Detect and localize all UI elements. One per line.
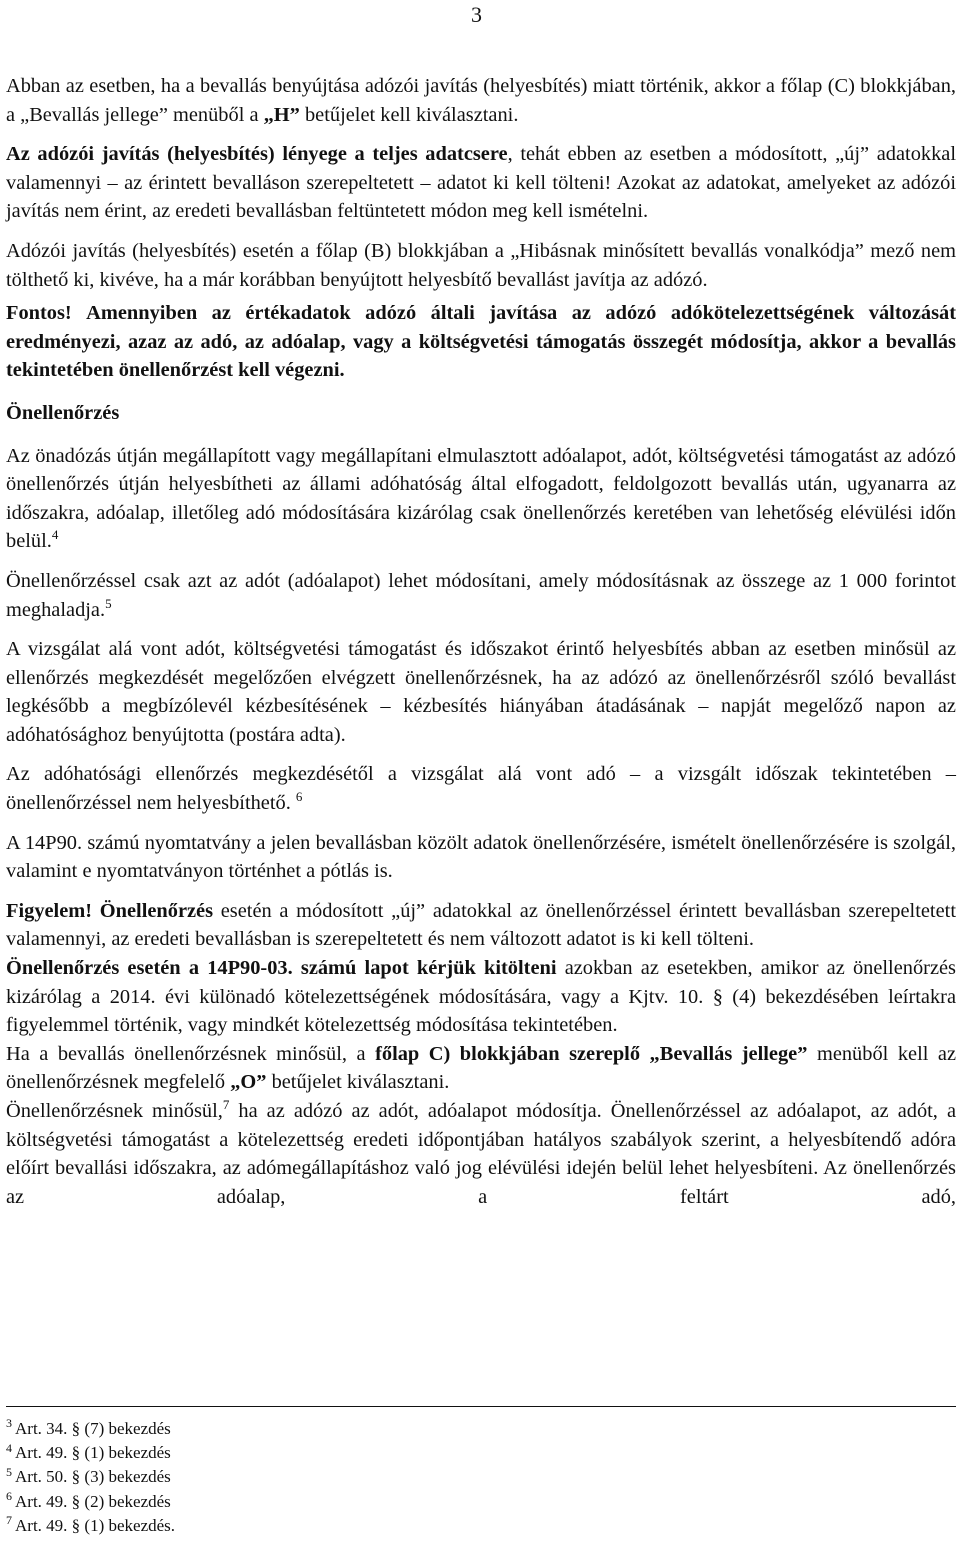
footnote-item: $^6$ Art. 49. § (2) bekezdés — [6, 1489, 171, 1511]
section-heading-self-revision: Önellenőrzés — [6, 401, 120, 424]
footnote-item: $^3$ Art. 34. § (7) bekezdés — [6, 1416, 171, 1438]
paragraph-audit-correction: A vizsgálat alá vont adót, költségvetési támogatást és időszakot érintő helyesbítés abban az esetben minősül az ellenőrzés megkezdését megelőzően elvégzett önellenőrzésnek, ha az adózó az önellenőrzésről szóló bevallást legkésőbb a megbízólevél kézbesítésének – kézbesítés hiányában átadásának – napját megelőző napon az adóhatósághoz benyújtotta (postára adta). — [6, 638, 956, 746]
paragraph-correction-type: Abban az esetben, ha a bevallás benyújtása adózói javítás (helyesbítés) miatt történik, akkor a főlap (C) blokkjában, a „Bevallás jellege” menüből a „H” betűjelet kell kiválasztani. — [6, 75, 956, 126]
page-number: 3 — [471, 2, 482, 27]
footnote-ref-5[interactable]: 5 — [105, 595, 112, 611]
paragraph-barcode-field: Adózói javítás (helyesbítés) esetén a főlap (B) blokkjában a „Hibásnak minősített bevallás vonalkódja” mező nem tölthető ki, kivéve, ha a már korábban benyújtott helyesbítő bevallást javítja az adózó. — [6, 239, 956, 291]
footnote-ref-7[interactable]: 7 — [222, 1097, 230, 1113]
paragraph-audit-start: Az adóhatósági ellenőrzés megkezdésétől a vizsgálat alá vont adó – a vizsgált időszak tekintetében – önellenőrzéssel nem helyesbíthető. $^6$ — [6, 763, 956, 815]
footnote-item: $^4$ Art. 49. § (1) bekezdés — [6, 1440, 171, 1463]
paragraph-form-usage: A 14P90. számú nyomtatvány a jelen bevallásban közölt adatok önellenőrzésére, ismételt önellenőrzésére is szolgál, valamint e nyomtatványon történhet a pótlás is. — [6, 831, 956, 883]
paragraph-attention: Figyelem! Önellenőrzés esetén a módosított „új” adatokkal az önellenőrzéssel érintett bevallásban szerepeltetett valamennyi, az eredeti bevallásban is szerepeltetett és nem változott adatot is ki kell tölteni. — [6, 899, 956, 951]
document-body — [6, 72, 956, 1211]
footnote-item: $^5$ Art. 50. § (3) bekezdés — [6, 1464, 171, 1487]
paragraph-important-note: Fontos! Amennyiben az értékadatok adózó általi javítása az adózó adókötelezettségének változását eredményezi, azaz az adó, az adóalap, vagy a költségvetési támogatás összegét módosítja, akkor a bevallás tekintetében önellenőrzést kell végezni. — [6, 302, 956, 382]
paragraph-threshold: Önellenőrzéssel csak azt az adót (adóalapot) lehet módosítani, amely módosításnak az összege az 1 000 forintot meghaladja.$^5$ — [6, 569, 956, 621]
paragraph-self-revision-definition: Az önadózás útján megállapított vagy megállapítani elmulasztott adóalapot, adót, költségvetési támogatást az adózó önellenőrzés útján helyesbítheti az állami adóhatóság által elfogadott, feldolgozott bevallás után, ugyanarra az időszakra, adóalap, illetőleg adó módosítására kizárólag csak önellenőrzés keretében van lehetőség elévülési időn belül.$^4$ — [6, 444, 956, 553]
paragraph-qualifies-as: Önellenőrzésnek minősül,$^7$ ha az adózó az adót, adóalapot módosítja. Önellenőrzéssel az adóalapot, az adót, a költségvetési támogatást a kötelezettség eredeti időpontjában hatályos szabályok szerint, a helyesbítendő adóra előírt bevallási időszakra, az adómegállapításhoz való jog elévülési idején belül lehet helyesbíteni. Az önellenőrzés az adóalap, a feltárt adó, — [6, 1097, 956, 1208]
footnote-item: $^7$ Art. 49. § (1) bekezdés. — [6, 1513, 176, 1535]
footnotes — [6, 1406, 956, 1538]
footnote-ref-6[interactable]: 6 — [295, 789, 303, 805]
paragraph-sheet-03: Önellenőrzés esetén a 14P90-03. számú lapot kérjük kitölteni azokban az esetekben, amikor az önellenőrzés kizárólag a 2014. évi különadó kötelezettségének módosítására, vagy a Kjtv. 10. § (4) bekezdésében leírtakra figyelemmel történik, vagy mindkét kötelezettség módosítása tekintetében. — [6, 957, 956, 1037]
paragraph-full-data-exchange: Az adózói javítás (helyesbítés) lényege a teljes adatcsere, tehát ebben az esetben a módosított, „új” adatokkal valamennyi – az érintett bevalláson szerepeltetett – adatot ki kell tölteni! Azokat az adatokat, amelyeket az adózói javítás nem érint, az eredeti bevallásban feltüntetett módon meg kell ismételni. — [6, 143, 956, 223]
paragraph-letter-o: Ha a bevallás önellenőrzésnek minősül, a főlap C) blokkjában szereplő „Bevallás jellege” menüből kell az önellenőrzésnek megfelelő „O” betűjelet kiválasztani. — [6, 1042, 957, 1094]
footnote-ref-4[interactable]: 4 — [51, 527, 59, 543]
